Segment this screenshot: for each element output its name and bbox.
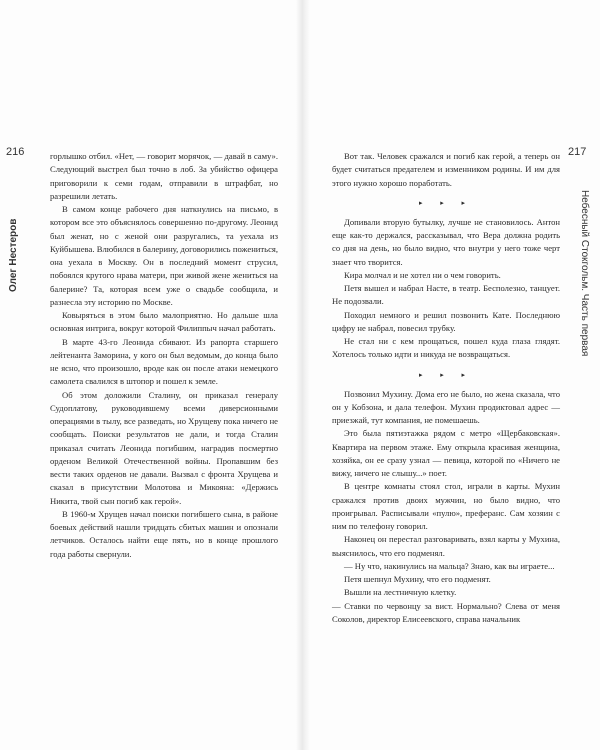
section-separator: ▸ ▸ ▸ — [418, 370, 474, 379]
paragraph: Об этом доложили Сталину, он приказал генералу Судоплатову, руководившему всеми диверсионными операциями в тылу, все разведать, но Хрущеву пока ничего не сообщать. Поиски результатов не дали, и тогда Сталин приказал считать Леонида погибшим, наградив посмертно орденом Великой Отечественной войны. Пропавшим без вести таких орденов не давали. Вызвал с фронта Хрущева и сказал в присутствии Молотова и Микояна: «Держись Никита, твой сын погиб как герой». — [50, 389, 278, 506]
paragraph: горлышко отбил. «Нет, — говорит морячок, — давай в саму». Следующий выстрел был точно в лоб. За убийство офицера приговорили к семи годам, отправили в штрафбат, но разрешили летать. — [50, 151, 278, 201]
page-gutter — [296, 0, 310, 750]
paragraph: В 1960-м Хрущев начал поиски погибшего сына, в районе боевых действий нашли тридцать сбитых машин и опознали летчиков. Осталось найти еще пять, но в конце прошлого года работы свернули. — [50, 508, 278, 559]
paragraph: Не стал ни с кем прощаться, пошел куда глаза глядят. Хотелось только идти и никуда не возвращаться. — [332, 336, 560, 360]
paragraph: Допивали вторую бутылку, лучше не становилось. Антон еще как-то держался, рассказывал, что Вера должна родить со дня на день, но было видно, что внутри у него тоже черт знает что творится. — [332, 216, 560, 267]
right-page-text — [332, 150, 560, 626]
paragraph: Походил немного и решил позвонить Кате. Последнюю цифру не набрал, повесил трубку. — [332, 309, 560, 333]
left-page-text — [50, 150, 278, 561]
paragraph: — Ставки по червонцу за вист. Нормально? Слева от меня Соколов, директор Елисеевского, справа начальник — [332, 600, 560, 624]
right-page-number: 217 — [568, 146, 587, 158]
paragraph: — Ну что, накинулись на мальца? Знаю, как вы играете... — [344, 560, 555, 571]
paragraph: В самом конце рабочего дня наткнулись на письмо, в котором все это объяснялось совершенно по-другому. Леонид был женат, но с женой они разругались, та уехала из Куйбышева. Влюбился в балерину, договорились пожениться, она уехала в Москву. Он в последний момент струсил, побоялся крутого нрава матери, при живой жене жениться на балерине? Та, которая всем уже о свадьбе сообщила, и разнесла эту историю по Москве. — [50, 204, 278, 307]
paragraph: Кира молчал и не хотел ни о чем говорить. — [344, 269, 501, 280]
right-running-header: Небесный Стокгольм. Часть первая — [579, 190, 590, 357]
paragraph: Вот так. Человек сражался и погиб как герой, а теперь он будет считаться предателем и изменником родины. И им для этого нужно хорошо поработать. — [332, 151, 560, 188]
paragraph: Это была пятиэтажка рядом с метро «Щербаковская». Квартира на первом этаже. Ему открыла красивая женщина, хозяйка, он ее сразу узнал — певица, которой по «Ничего не вижу, ничего не слышу...» поет. — [332, 428, 560, 478]
paragraph: Петя вышел и набрал Насте, в театр. Бесполезно, танцует. Не подозвали. — [332, 283, 560, 307]
paragraph: Позвонил Мухину. Дома его не было, но жена сказала, что он у Кобзона, и дала телефон. Мухин продиктовал адрес — приезжай, тут компания, не помешаешь. — [332, 388, 560, 425]
left-running-header: Олег Нестеров — [8, 218, 19, 292]
left-page-number: 216 — [6, 146, 25, 158]
paragraph: В центре комнаты стоял стол, играли в карты. Мухин сражался против двоих мужчин, но было видно, что проигрывал. Расписывали «пулю», преферанс. Сам хозяин с ним по телефону говорил. — [332, 481, 560, 531]
paragraph: Ковыряться в этом было малоприятно. Но дальше шла основная интрига, вокруг которой Филиппыч начал работать. — [50, 310, 278, 334]
paragraph: В марте 43-го Леонида сбивают. Из рапорта старшего лейтенанта Заморина, у кого он был ведомым, до конца было не ясно, что произошло, вроде как он после атаки немецкого самолета свалился в штопор и пошел к земле. — [50, 336, 278, 387]
paragraph: Наконец он перестал разговаривать, взял карты у Мухина, выяснилось, что его подменял. — [332, 534, 560, 558]
paragraph: Вышли на лестничную клетку. — [344, 587, 457, 598]
section-separator: ▸ ▸ ▸ — [418, 198, 474, 207]
paragraph: Петя шепнул Мухину, что его подменят. — [344, 574, 491, 584]
